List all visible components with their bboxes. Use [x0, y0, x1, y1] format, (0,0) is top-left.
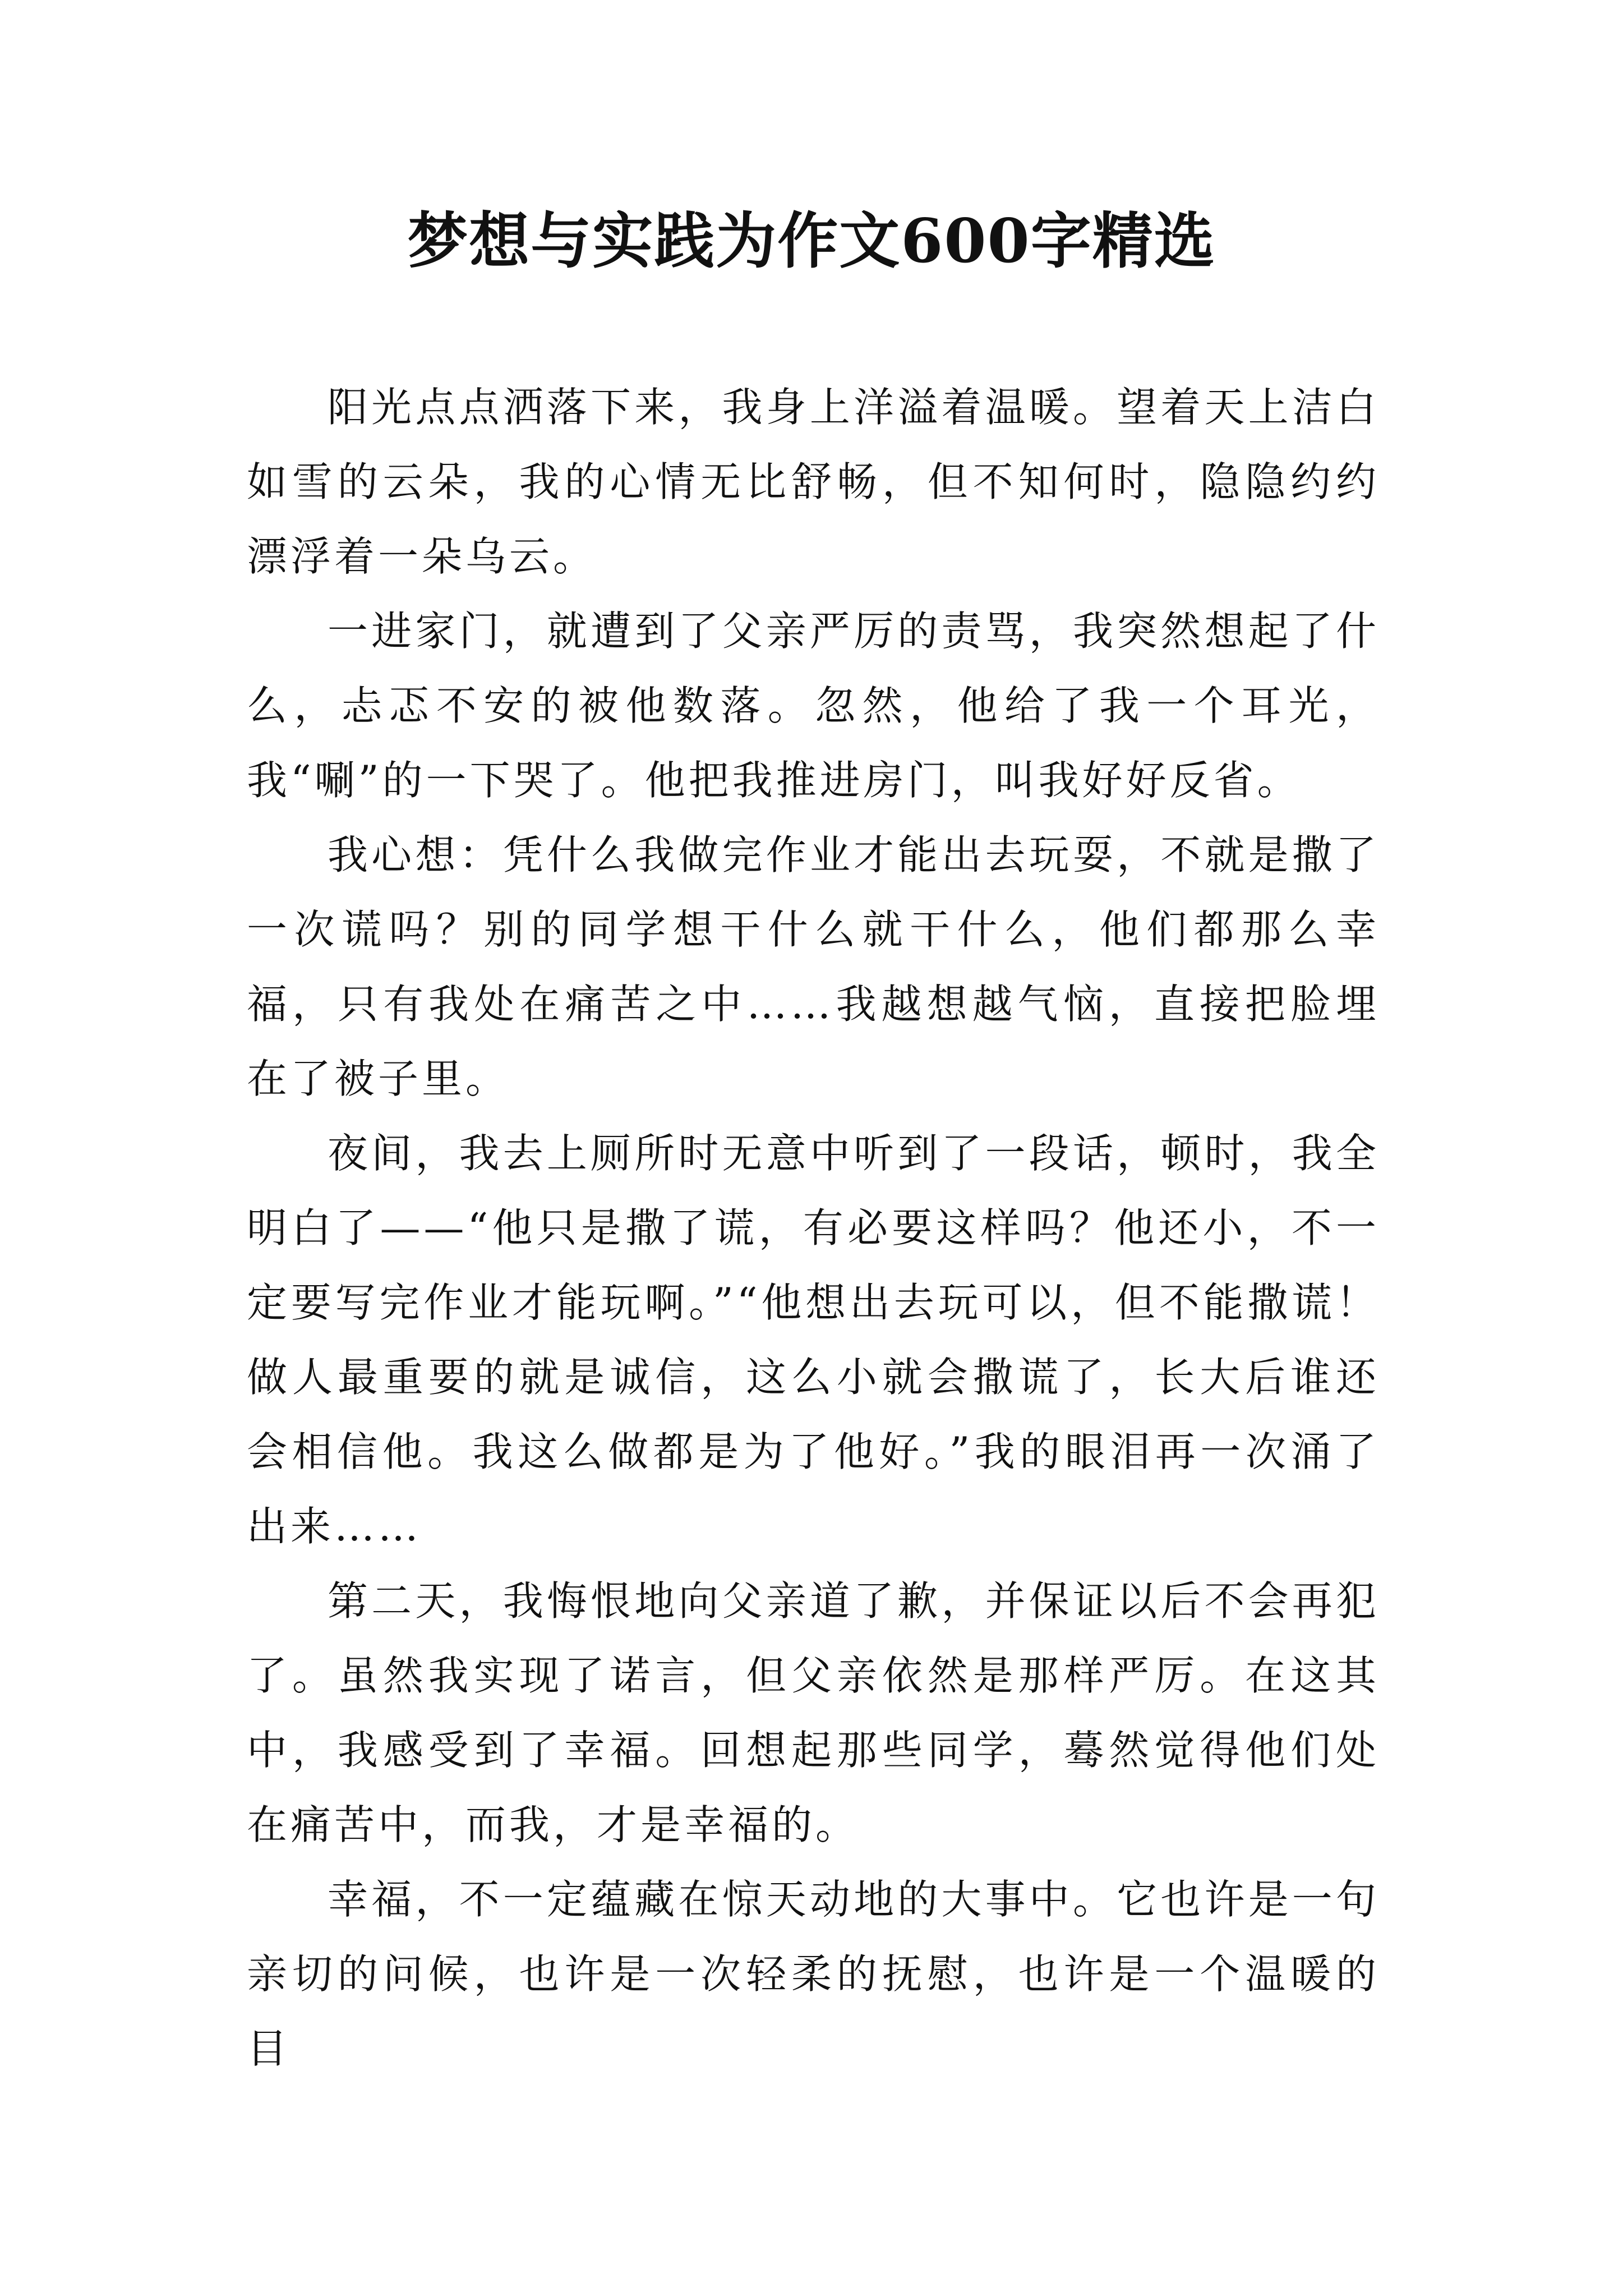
- paragraph: 一进家门，就遭到了父亲严厉的责骂，我突然想起了什么，忐忑不安的被他数落。忽然，他给了我一个耳光，我“唰”的一下哭了。他把我推进房门，叫我好好反省。: [247, 608, 1380, 804]
- paragraph: 阳光点点洒落下来，我身上洋溢着温暖。望着天上洁白如雪的云朵，我的心情无比舒畅，但不知何时，隐隐约约漂浮着一朵乌云。: [247, 384, 1380, 580]
- paragraph: 我心想：凭什么我做完作业才能出去玩耍，不就是撒了一次谎吗？别的同学想干什么就干什么，他们都那么幸福，只有我处在痛苦之中……我越想越气恼，直接把脸埋在了被子里。: [247, 831, 1380, 1102]
- document-title: 梦想与实践为作文600字精选: [407, 206, 1216, 277]
- paragraph: 第二天，我悔恨地向父亲道了歉，并保证以后不会再犯了。虽然我实现了诺言，但父亲依然是那样严厉。在这其中，我感受到了幸福。回想起那些同学，蓦然觉得他们处在痛苦中，而我，才是幸福的。: [247, 1577, 1380, 1848]
- paragraph: 夜间，我去上厕所时无意中听到了一段话，顿时，我全明白了——“他只是撒了谎，有必要这样吗？他还小，不一定要写完作业才能玩啊。”“他想出去玩可以，但不能撒谎！做人最重要的就是诚信，这么小就会撒谎了，长大后谁还会相信他。我这么做都是为了他好。”我的眼泪再一次涌了出来……: [247, 1130, 1380, 1550]
- paragraph: 幸福，不一定蕴藏在惊天动地的大事中。它也许是一句亲切的问候，也许是一次轻柔的抚慰，也许是一个温暖的目: [247, 1876, 1380, 2072]
- document-body: [247, 370, 1380, 2086]
